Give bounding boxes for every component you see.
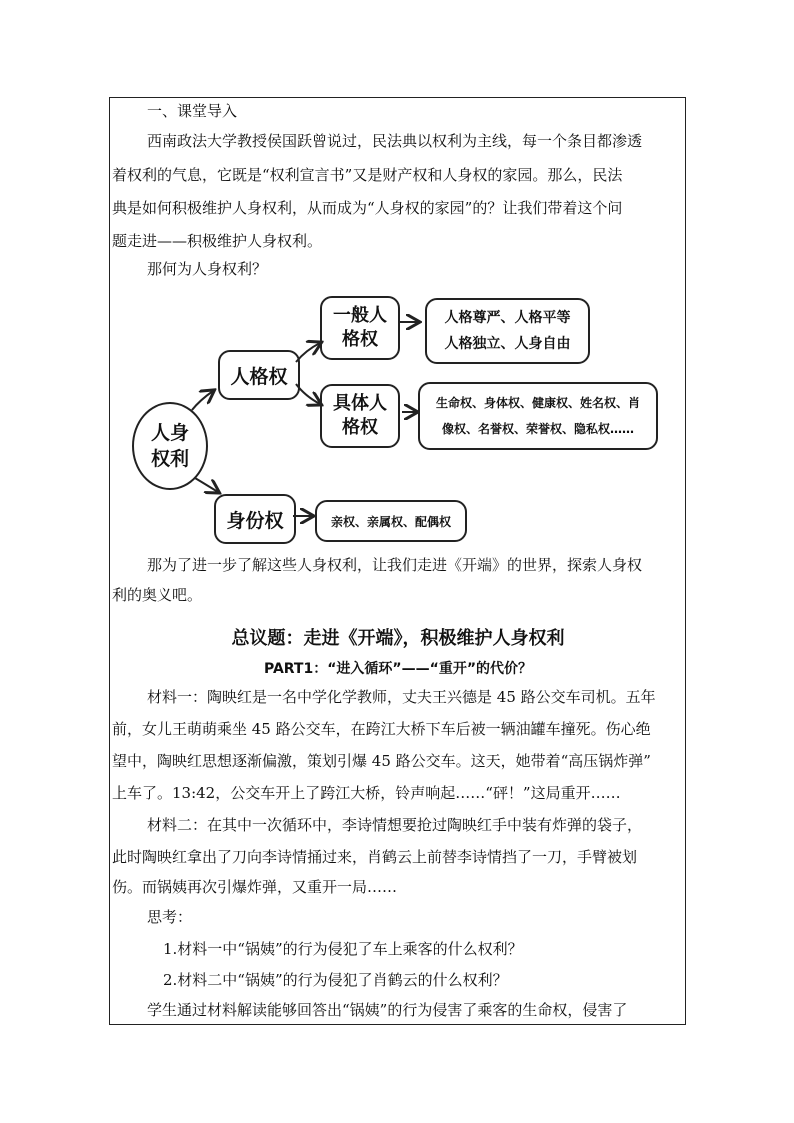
part-title: PART1：“进入循环”——“重开”的代价？ [263,661,533,677]
specific-detail-line-2: 像权、名誉权、荣誉权、隐私权…… [441,422,634,436]
root-node [132,402,208,490]
material1-line-1: 材料一：陶映红是一名中学化学教师，丈夫王兴德是 45 路公交车司机。五年 [147,688,656,706]
material2-line-3: 伤。而锅姨再次引爆炸弹，又重开一局…… [112,878,398,896]
answer-line: 学生通过材料解读能够回答出“锅姨”的行为侵害了乘客的生命权，侵害了 [147,1001,628,1019]
general-personality-node [320,296,400,360]
intro-line-3: 典是如何积极维护人身权利，从而成为“人身权的家园”的？让我们带着这个问 [112,199,623,217]
specific-label-line-2: 格权 [342,417,378,438]
transition-line-1: 那为了进一步了解这些人身权利，让我们走进《开端》的世界，探索人身权 [147,556,643,574]
general-label-line-2: 格权 [342,329,378,350]
specific-detail-line-1: 生命权、身体权、健康权、姓名权、肖 [435,396,640,410]
root-label-line-1: 人身 [150,422,189,444]
general-detail-line-2: 人格独立、人身自由 [444,336,571,352]
think-question-1: 1.材料一中“锅姨”的行为侵犯了车上乘客的什么权利？ [163,940,523,958]
specific-detail-node [418,382,658,450]
root-label-line-2: 权利 [150,448,189,470]
identity-right-node: 身份权 [214,494,296,544]
specific-label-line-1: 具体人 [333,393,387,414]
think-label: 思考： [147,908,193,926]
specific-personality-node [320,384,400,448]
personality-right-node: 人格权 [218,350,300,400]
material1-line-4: 上车了。13:42，公交车开上了跨江大桥，铃声响起……“砰！”这局重开…… [112,784,621,802]
identity-detail-node: 亲权、亲属权、配偶权 [315,500,467,542]
material1-line-3: 望中，陶映红思想逐渐偏激，策划引爆 45 路公交车。这天，她带着“高压锅炸弹” [112,752,651,770]
transition-line-2: 利的奥义吧。 [112,586,203,604]
main-title: 总议题：走进《开端》，积极维护人身权利 [231,628,565,649]
intro-heading: 一、课堂导入 [147,102,238,120]
think-question-2: 2.材料二中“锅姨”的行为侵犯了肖鹤云的什么权利？ [163,971,508,989]
general-detail-node [425,298,590,364]
general-detail-line-1: 人格尊严、人格平等 [444,310,571,326]
intro-line-4: 题走进——积极维护人身权利。 [112,232,323,250]
intro-question: 那何为人身权利？ [147,260,268,278]
material2-line-1: 材料二：在其中一次循环中，李诗情想要抢过陶映红手中装有炸弹的袋子， [147,816,643,834]
material2-line-2: 此时陶映红拿出了刀向李诗情捅过来，肖鹤云上前替李诗情挡了一刀，手臂被划 [112,848,638,866]
material1-line-2: 前，女儿王萌萌乘坐 45 路公交车，在跨江大桥下车后被一辆油罐车撞死。伤心绝 [112,720,651,738]
intro-line-2: 着权利的气息，它既是“权利宣言书”又是财产权和人身权的家园。那么，民法 [112,166,623,184]
general-label-line-1: 一般人 [333,305,387,326]
intro-line-1: 西南政法大学教授侯国跃曾说过，民法典以权利为主线，每一个条目都渗透 [147,132,643,150]
